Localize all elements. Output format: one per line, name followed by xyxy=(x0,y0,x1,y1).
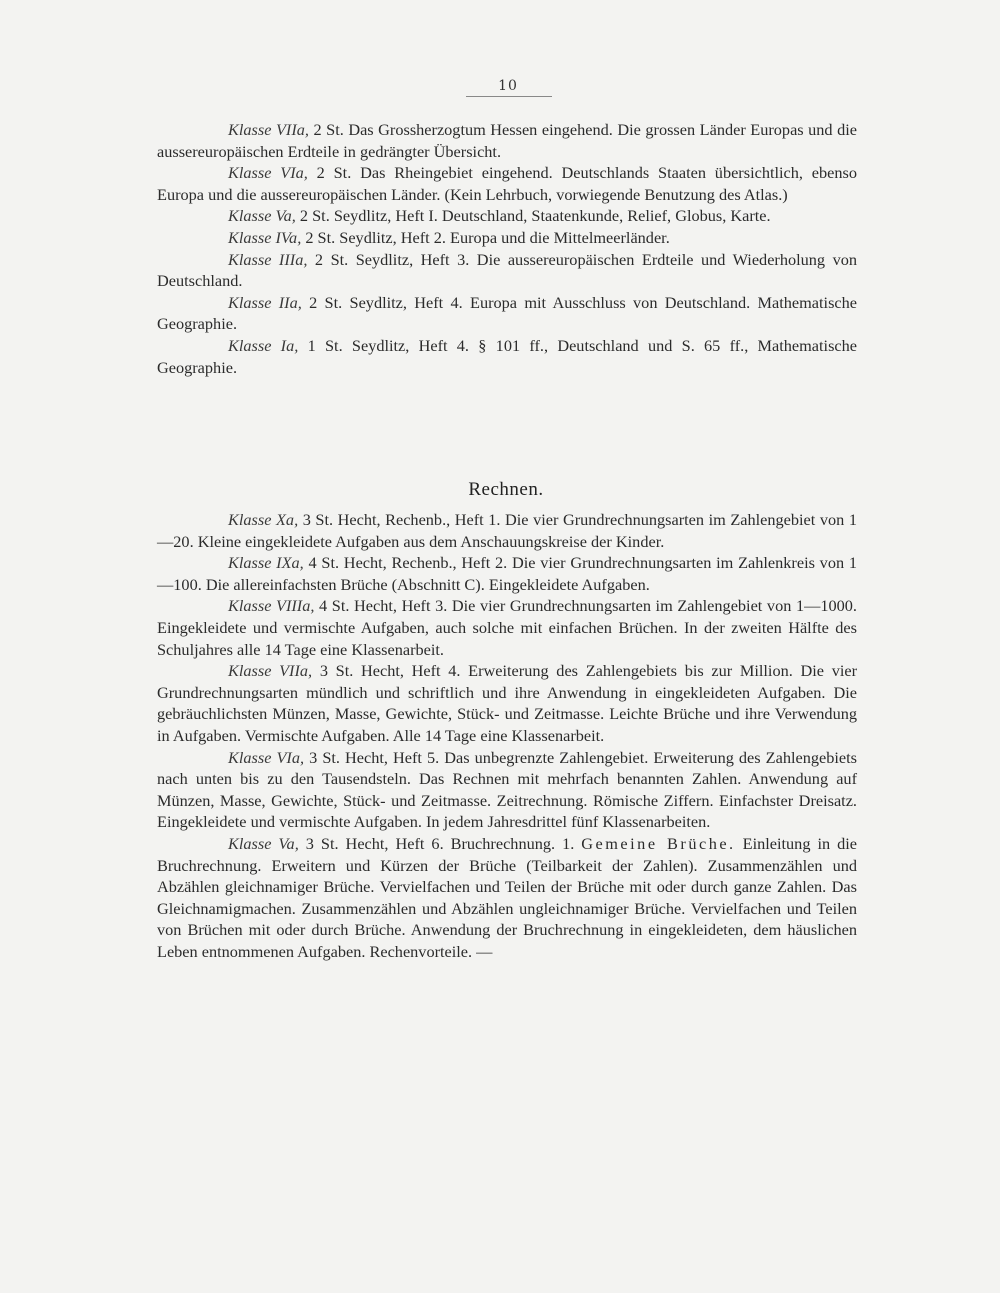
rechnen-section xyxy=(157,509,857,962)
paragraph-text: 4 St. Hecht, Heft 3. Die vier Grundrechnungsarten im Zahlengebiet von 1—1000. Eingekleidete und vermischte Aufgaben, auch solche mit einfachen Brüchen. In der zweiten Hälfte des Schuljahres alle 14 Tage eine Klassenarbeit. xyxy=(157,596,857,659)
geography-section xyxy=(157,119,857,378)
geo-paragraph xyxy=(157,119,857,162)
rechnen-paragraph xyxy=(157,660,857,746)
rechnen-paragraph xyxy=(157,595,857,660)
klasse-label: Klasse VIa, xyxy=(228,163,308,183)
paragraph-text: 2 St. Das Rheingebiet eingehend. Deutschlands Staaten übersichtlich, ebenso Europa und die aussereuropäischen Länder. (Kein Lehrbuch, vorwiegende Benutzung des Atlas.) xyxy=(157,163,857,204)
paragraph-text: 3 St. Hecht, Heft 4. Erweiterung des Zahlengebiets bis zur Million. Die vier Grundrechnungsarten mündlich und schriftlich und ihre Anwendung in eingekleideten Aufgaben. Die gebräuchlichsten Münzen, Masse, Gewichte, Stück- und Zeitmasse. Leichte Brüche und ihre Verwendung in Aufgaben. Vermischte Aufgaben. Alle 14 Tage eine Klassenarbeit. xyxy=(157,661,858,745)
paragraph-text: 1 St. Seydlitz, Heft 4. § 101 ff., Deutschland und S. 65 ff., Mathematische Geographie. xyxy=(157,335,857,377)
paragraph-text: 2 St. Seydlitz, Heft 2. Europa und die Mittelmeerländer. xyxy=(301,227,670,247)
paragraph-text: 2 St. Das Grossherzogtum Hessen eingehend. Die grossen Länder Europas und die aussereuropäischen Erdteile in gedrängter Übersicht. xyxy=(157,120,857,161)
klasse-label: Klasse VIIa, xyxy=(228,661,313,681)
klasse-label: Klasse IVa, xyxy=(228,227,302,247)
klasse-label: Klasse VIIa, xyxy=(228,120,309,139)
geo-paragraph xyxy=(157,227,857,249)
paragraph-text: 4 St. Hecht, Rechenb., Heft 2. Die vier Grundrechnungsarten im Zahlenkreis von 1—100. Die allereinfachsten Brüche (Abschnitt C). Eingekleidete Aufgaben. xyxy=(157,553,857,594)
klasse-label: Klasse Xa, xyxy=(228,510,299,529)
klasse-label: Klasse Va, xyxy=(228,833,299,853)
geo-paragraph xyxy=(157,205,857,227)
klasse-label: Klasse VIa, xyxy=(228,747,305,767)
page-number: 10 xyxy=(498,78,518,94)
klasse-label: Klasse Va, xyxy=(228,206,296,226)
geo-paragraph xyxy=(157,162,857,205)
rechnen-paragraph xyxy=(157,747,857,833)
rechnen-paragraph xyxy=(157,833,857,963)
geo-paragraph xyxy=(157,249,857,292)
paragraph-text: Einleitung in die Bruchrechnung. Erweitern und Kürzen der Brüche (Teilbarkeit der Zahlen). Zusammenzählen und Abzählen gleichnamiger Brüche. Vervielfachen und Teilen der Brüche mit oder durch ganze Zahlen. Das Gleichnamigmachen. Zusammenzählen und Abzählen ungleichnamiger Brüche. Vervielfachen und Teilen von Brüchen mit oder durch Brüche. Anwendung der Bruchrechnung in eingekleideten, dem häuslichen Leben entnommenen Aufgaben. Rechenvorteile. — xyxy=(157,833,858,961)
paragraph-text-intro: 3 St. Hecht, Heft 6. Bruchrechnung. 1. xyxy=(298,833,582,853)
paragraph-text: 3 St. Hecht, Rechenb., Heft 1. Die vier Grundrechnungsarten im Zahlengebiet von 1—20. Kleine eingekleidete Aufgaben aus dem Anschauungskreise der Kinder. xyxy=(157,510,857,551)
geo-paragraph xyxy=(157,335,857,378)
paragraph-text: 3 St. Hecht, Heft 5. Das unbegrenzte Zahlengebiet. Erweiterung des Zahlengebiets nach unten bis zu den Tausendsteln. Das Rechnen mit mehrfach benannten Zahlen. Anwendung auf Münzen, Masse, Gewichte, Stück- und Zeitmasse. Zeitrechnung. Römische Ziffern. Einfachster Dreisatz. Eingekleidete und vermischte Aufgaben. In jedem Jahresdrittel fünf Klassenarbeiten. xyxy=(157,747,857,832)
klasse-label: Klasse IIIa, xyxy=(228,249,308,269)
rechnen-paragraph xyxy=(157,552,857,595)
paragraph-text: 2 St. Seydlitz, Heft I. Deutschland, Staatenkunde, Relief, Globus, Karte. xyxy=(295,206,771,226)
geo-paragraph xyxy=(157,292,857,335)
paragraph-text: 2 St. Seydlitz, Heft 3. Die aussereuropäischen Erdteile und Wiederholung von Deutschland. xyxy=(157,249,857,291)
rechnen-paragraph xyxy=(157,509,857,552)
spaced-heading: Gemeine Brüche. xyxy=(581,833,736,853)
klasse-label: Klasse VIIIa, xyxy=(228,596,315,616)
page-number-rule xyxy=(466,96,552,97)
klasse-label: Klasse IXa, xyxy=(228,553,304,573)
klasse-label: Klasse IIa, xyxy=(228,292,302,312)
paragraph-text: 2 St. Seydlitz, Heft 4. Europa mit Ausschluss von Deutschland. Mathematische Geographie. xyxy=(157,292,858,334)
klasse-label: Klasse Ia, xyxy=(228,335,299,355)
section-title-rechnen: Rechnen. xyxy=(468,479,544,500)
